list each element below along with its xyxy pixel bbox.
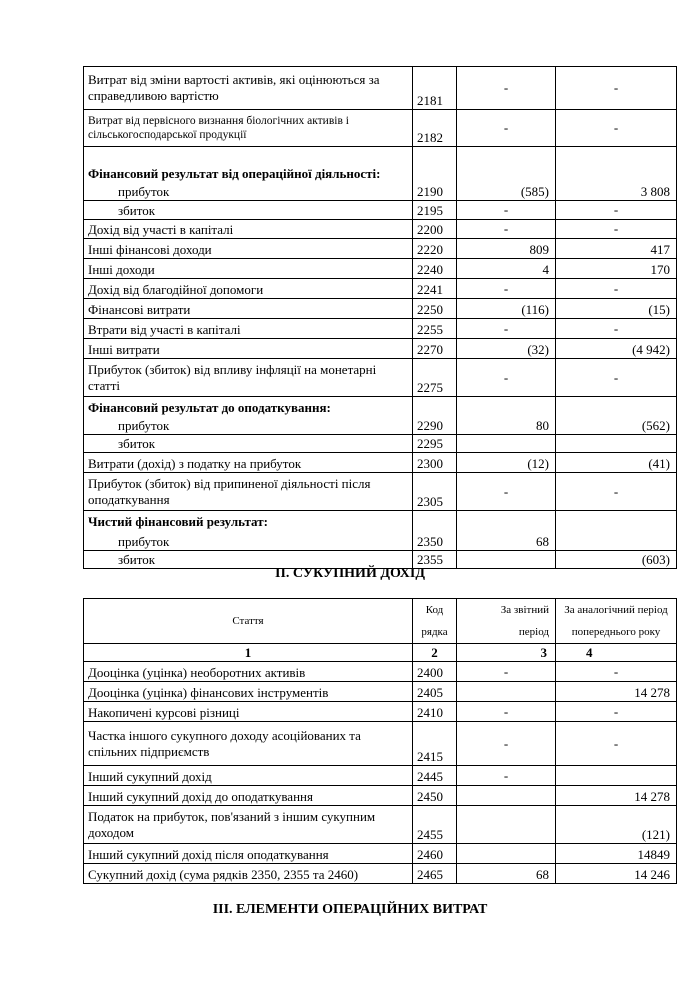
row-label: Дохід від участі в капіталі — [84, 220, 413, 239]
row-label: Дооцінка (уцінка) фінансових інструментів — [84, 682, 413, 702]
table-row — [84, 864, 677, 884]
row-label-group — [84, 511, 413, 551]
table-row — [84, 511, 677, 551]
row-label: збиток — [84, 201, 413, 220]
current-value: - — [457, 201, 556, 220]
row-code: 2195 — [413, 201, 457, 220]
column-header-item: Стаття — [84, 599, 413, 644]
previous-value: (121) — [556, 806, 677, 844]
table-row — [84, 397, 677, 435]
current-value: - — [457, 67, 556, 110]
current-value — [457, 682, 556, 702]
row-code: 2350 — [413, 511, 457, 551]
previous-value: - — [556, 201, 677, 220]
table-row — [84, 299, 677, 319]
row-label: прибуток — [118, 184, 170, 199]
row-code: 2405 — [413, 682, 457, 702]
column-header-previous — [556, 599, 677, 644]
current-value: 68 — [457, 864, 556, 884]
current-value: (12) — [457, 453, 556, 473]
table-row — [84, 110, 677, 147]
group-heading: Фінансовий результат до оподаткування: — [88, 400, 331, 415]
previous-value: 14 278 — [556, 682, 677, 702]
comprehensive-income-table — [83, 598, 677, 884]
previous-value — [556, 435, 677, 453]
table-row — [84, 766, 677, 786]
group-heading: Чистий фінансовий результат: — [88, 514, 268, 529]
previous-value: - — [556, 220, 677, 239]
row-label: Витрат від первісного визнання біологічних активів і сільськогосподарської продукції — [84, 110, 413, 147]
current-value: (116) — [457, 299, 556, 319]
row-code: 2415 — [413, 722, 457, 766]
table-row — [84, 147, 677, 201]
current-value: - — [457, 662, 556, 682]
row-code: 2220 — [413, 239, 457, 259]
table-row — [84, 722, 677, 766]
row-code: 2445 — [413, 766, 457, 786]
current-value: (32) — [457, 339, 556, 359]
previous-value: - — [556, 319, 677, 339]
row-label: Прибуток (збиток) від впливу інфляції на монетарні статті — [84, 359, 413, 397]
row-code: 2200 — [413, 220, 457, 239]
section-2-title: II. СУКУПНИЙ ДОХІД — [275, 566, 425, 581]
previous-value — [556, 511, 677, 551]
current-value: 68 — [457, 511, 556, 551]
table-row — [84, 702, 677, 722]
previous-value: - — [556, 67, 677, 110]
table-header-row — [84, 599, 677, 644]
previous-value: - — [556, 473, 677, 511]
previous-value: - — [556, 722, 677, 766]
row-label: Втрати від участі в капіталі — [84, 319, 413, 339]
table-row — [84, 359, 677, 397]
table-row — [84, 844, 677, 864]
previous-value: - — [556, 662, 677, 682]
header-line: рядка — [421, 626, 448, 638]
table-row — [84, 435, 677, 453]
current-value: - — [457, 359, 556, 397]
column-number: 3 — [457, 644, 556, 662]
table-row — [84, 806, 677, 844]
table-row — [84, 662, 677, 682]
column-number: 2 — [413, 644, 457, 662]
row-code: 2465 — [413, 864, 457, 884]
row-code: 2241 — [413, 279, 457, 299]
previous-value: - — [556, 279, 677, 299]
row-code: 2400 — [413, 662, 457, 682]
header-line: період — [518, 626, 549, 638]
header-line: За звітний — [500, 604, 549, 616]
group-heading: Фінансовий результат від операційної діяльності: — [88, 166, 381, 181]
current-value: - — [457, 220, 556, 239]
previous-value: 14 278 — [556, 786, 677, 806]
table-row — [84, 201, 677, 220]
row-code: 2255 — [413, 319, 457, 339]
previous-value: (603) — [556, 551, 677, 569]
row-code: 2450 — [413, 786, 457, 806]
previous-value: 170 — [556, 259, 677, 279]
row-label: Інший сукупний дохід до оподаткування — [84, 786, 413, 806]
previous-value: - — [556, 359, 677, 397]
row-code: 2270 — [413, 339, 457, 359]
row-label: Інші доходи — [84, 259, 413, 279]
row-label-group — [84, 397, 413, 435]
current-value: - — [457, 279, 556, 299]
current-value: - — [457, 722, 556, 766]
row-label: Витрати (дохід) з податку на прибуток — [84, 453, 413, 473]
row-code: 2190 — [413, 147, 457, 201]
column-number-row — [84, 644, 677, 662]
row-label: Податок на прибуток, пов'язаний з іншим сукупним доходом — [84, 806, 413, 844]
current-value: 80 — [457, 397, 556, 435]
row-label: збиток — [84, 551, 413, 569]
row-code: 2181 — [413, 67, 457, 110]
current-value: - — [457, 702, 556, 722]
row-label: Дооцінка (уцінка) необоротних активів — [84, 662, 413, 682]
header-line: попереднього року — [571, 626, 661, 638]
current-value: - — [457, 766, 556, 786]
table-row — [84, 220, 677, 239]
row-code: 2455 — [413, 806, 457, 844]
current-value: (585) — [457, 147, 556, 201]
previous-value: 417 — [556, 239, 677, 259]
column-number: 4 — [556, 644, 677, 662]
table-row — [84, 473, 677, 511]
row-label: Інші витрати — [84, 339, 413, 359]
row-label: Сукупний дохід (сума рядків 2350, 2355 та 2460) — [84, 864, 413, 884]
previous-value: 3 808 — [556, 147, 677, 201]
current-value — [457, 844, 556, 864]
row-label: Інші фінансові доходи — [84, 239, 413, 259]
row-label-group — [84, 147, 413, 201]
previous-value: - — [556, 702, 677, 722]
row-code: 2355 — [413, 551, 457, 569]
row-label: Витрат від зміни вартості активів, які оцінюються за справедливою вартістю — [84, 67, 413, 110]
previous-value: - — [556, 110, 677, 147]
current-value: 809 — [457, 239, 556, 259]
column-header-code — [413, 599, 457, 644]
row-code: 2182 — [413, 110, 457, 147]
header-line: За аналогічний період — [564, 604, 668, 616]
current-value: - — [457, 110, 556, 147]
table-row — [84, 279, 677, 299]
row-code: 2295 — [413, 435, 457, 453]
previous-value: (4 942) — [556, 339, 677, 359]
current-value: - — [457, 473, 556, 511]
row-label: Інший сукупний дохід після оподаткування — [84, 844, 413, 864]
table-row — [84, 239, 677, 259]
row-code: 2300 — [413, 453, 457, 473]
row-code: 2460 — [413, 844, 457, 864]
row-label: Частка іншого сукупного доходу асоційованих та спільних підприємств — [84, 722, 413, 766]
table-row — [84, 682, 677, 702]
row-label: Інший сукупний дохід — [84, 766, 413, 786]
row-label: збиток — [84, 435, 413, 453]
table-row — [84, 786, 677, 806]
column-header-current — [457, 599, 556, 644]
current-value — [457, 806, 556, 844]
row-label: прибуток — [118, 418, 170, 433]
row-code: 2240 — [413, 259, 457, 279]
income-statement-table — [83, 66, 677, 569]
row-label: прибуток — [118, 534, 170, 549]
table-row — [84, 67, 677, 110]
row-code: 2250 — [413, 299, 457, 319]
row-code: 2290 — [413, 397, 457, 435]
current-value — [457, 786, 556, 806]
table-row — [84, 339, 677, 359]
row-label: Фінансові витрати — [84, 299, 413, 319]
current-value: 4 — [457, 259, 556, 279]
row-code: 2275 — [413, 359, 457, 397]
row-label: Накопичені курсові різниці — [84, 702, 413, 722]
table-row — [84, 319, 677, 339]
column-number: 1 — [84, 644, 413, 662]
table-row — [84, 453, 677, 473]
row-code: 2410 — [413, 702, 457, 722]
previous-value: (562) — [556, 397, 677, 435]
previous-value: (41) — [556, 453, 677, 473]
previous-value: 14849 — [556, 844, 677, 864]
previous-value: (15) — [556, 299, 677, 319]
row-label: Дохід від благодійної допомоги — [84, 279, 413, 299]
header-line: Код — [425, 604, 444, 616]
previous-value — [556, 766, 677, 786]
previous-value: 14 246 — [556, 864, 677, 884]
section-3-title: III. ЕЛЕМЕНТИ ОПЕРАЦІЙНИХ ВИТРАТ — [212, 902, 488, 917]
row-code: 2305 — [413, 473, 457, 511]
current-value: - — [457, 319, 556, 339]
table-row — [84, 259, 677, 279]
current-value — [457, 435, 556, 453]
row-label: Прибуток (збиток) від припиненої діяльності після оподаткування — [84, 473, 413, 511]
